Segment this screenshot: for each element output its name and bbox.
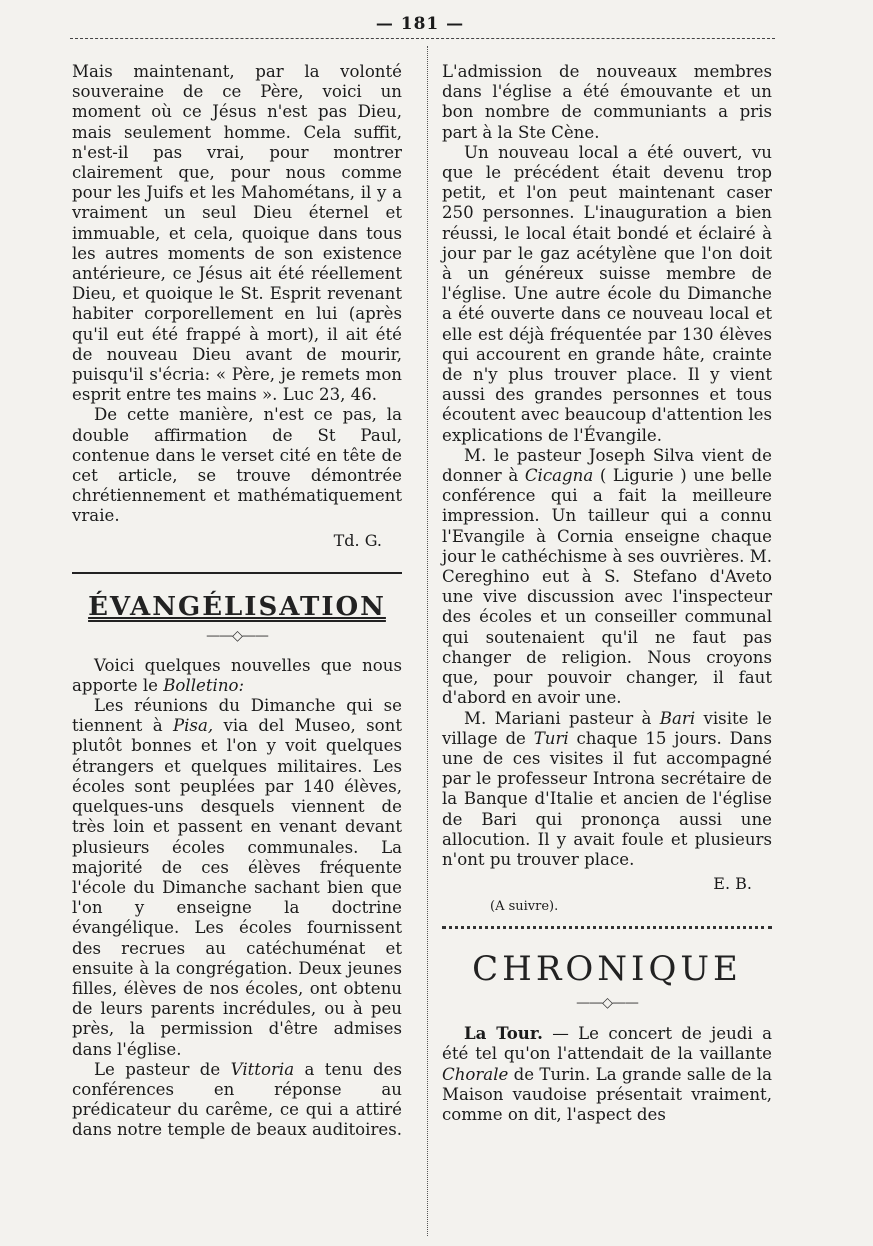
section-rule (442, 926, 772, 929)
signature: Td. G. (333, 530, 382, 550)
paragraph: L'admission de nouveaux membres dans l'église a été émouvante et un bon nombre de communiants a pris part à la Ste Cène. (442, 62, 772, 142)
page-number: — 181 — (375, 14, 465, 34)
section-rule (72, 572, 402, 574)
to-follow-note: (A suivre). (490, 899, 559, 915)
right-column (442, 62, 772, 1125)
paragraph: De cette manière, n'est ce pas, la double affirmation de St Paul, contenue dans le verset cité en tête de cet article, se trouve démontrée chrétiennement et mathématiquement vraie. (72, 405, 402, 526)
section-title-chronique: CHRONIQUE (472, 949, 742, 990)
paragraph: M. le pasteur Joseph Silva vient de donner à Cicagna ( Ligurie ) une belle conférence qui a fait la meilleure impression. Un tailleur qui a connu l'Evangile à Cornia enseigne chaque jour le cathéchisme à ses ouvrières. M. Cereghino eut à S. Stefano d'Aveto une vive discussion avec l'inspecteur des écoles et un conseiller communal qui soutenaient qu'il ne faut pas changer de religion. Nous croyons que, pour pouvoir changer, il faut d'abord en avoir une. (442, 445, 772, 708)
header-rule (70, 38, 775, 39)
paragraph: Le pasteur de Vittoria a tenu des conférences en réponse au prédicateur du carême, ce qui a attiré dans notre temple de beaux auditoires. (72, 1059, 403, 1140)
signature: E. B. (713, 874, 752, 894)
paragraph: M. Mariani pasteur à Bari visite le village de Turi chaque 15 jours. Dans une de ces visites il fut accompagné par le professeur Introna secrétaire de la Banque d'Italie et ancien de l'église de Bari qui prononça aussi une allocution. Il y avait foule et plusieurs n'ont pu trouver place. (442, 708, 773, 869)
paragraph: Voici quelques nouvelles que nous apporte le Bolletino: (72, 655, 402, 695)
paragraph: La Tour. — Le concert de jeudi a été tel qu'on l'attendait de la vaillante Chorale de Turin. La grande salle de la Maison vaudoise présentait vraiment, comme on dit, l'aspect des (442, 1023, 772, 1124)
section-title-evangelisation: ÉVANGÉLISATION (88, 591, 386, 622)
paragraph: Les réunions du Dimanche qui se tiennent à Pisa, via del Museo, sont plutôt bonnes et l'on y voit quelques étrangers et quelques militaires. Les écoles sont peuplées par 140 élèves, quelques-uns desquels viennent de très loin et passent en venant devant plusieurs écoles communales. La majorité de ces élèves fréquente l'école du Dimanche sachant bien que l'on y enseigne la doctrine évangélique. Les écoles fournissent des recrues au catéchuménat et ensuite à la congrégation. Deux jeunes filles, élèves de nos écoles, ont obtenu de leurs parents incrédules, ou à peu près, la permission d'être admises dans l'église. (72, 696, 402, 1059)
column-divider (427, 46, 428, 1236)
ornament: ——◇—— (206, 627, 268, 644)
paragraph: Mais maintenant, par la volonté souveraine de ce Père, voici un moment où ce Jésus n'est pas Dieu, mais seulement homme. Cela suffit, n'est-il pas vrai, pour montrer clairement que, pour nous comme pour les Juifs et les Mahométans, il y a vraiment un seul Dieu éternel et immuable, et cela, quoique dans tous les autres moments de son existence antérieure, ce Jésus ait été réellement Dieu, et quoique le St. Esprit revenant habiter corporellement en lui (après qu'il eut été frappé à mort), il ait été de nouveau Dieu avant de mourir, puisqu'il s'écria: « Père, je remets mon esprit entre tes mains ». Luc 23, 46. (72, 62, 402, 405)
left-column (72, 62, 402, 1141)
paragraph: Un nouveau local a été ouvert, vu que le précédent était devenu trop petit, et l'on peut maintenant caser 250 personnes. L'inauguration a bien réussi, le local était bondé et éclairé à jour par le gaz acétylène que l'on doit à un généreux suisse membre de l'église. Une autre école du Dimanche a été ouverte dans ce nouveau local et elle est déjà fréquentée par 130 élèves qui accourent en grande hâte, crainte de n'y plus trouver place. Il y vient aussi des grandes personnes et tous écoutent avec beaucoup d'attention les explications de l'Évangile. (442, 142, 772, 445)
ornament: ——◇—— (576, 995, 638, 1012)
